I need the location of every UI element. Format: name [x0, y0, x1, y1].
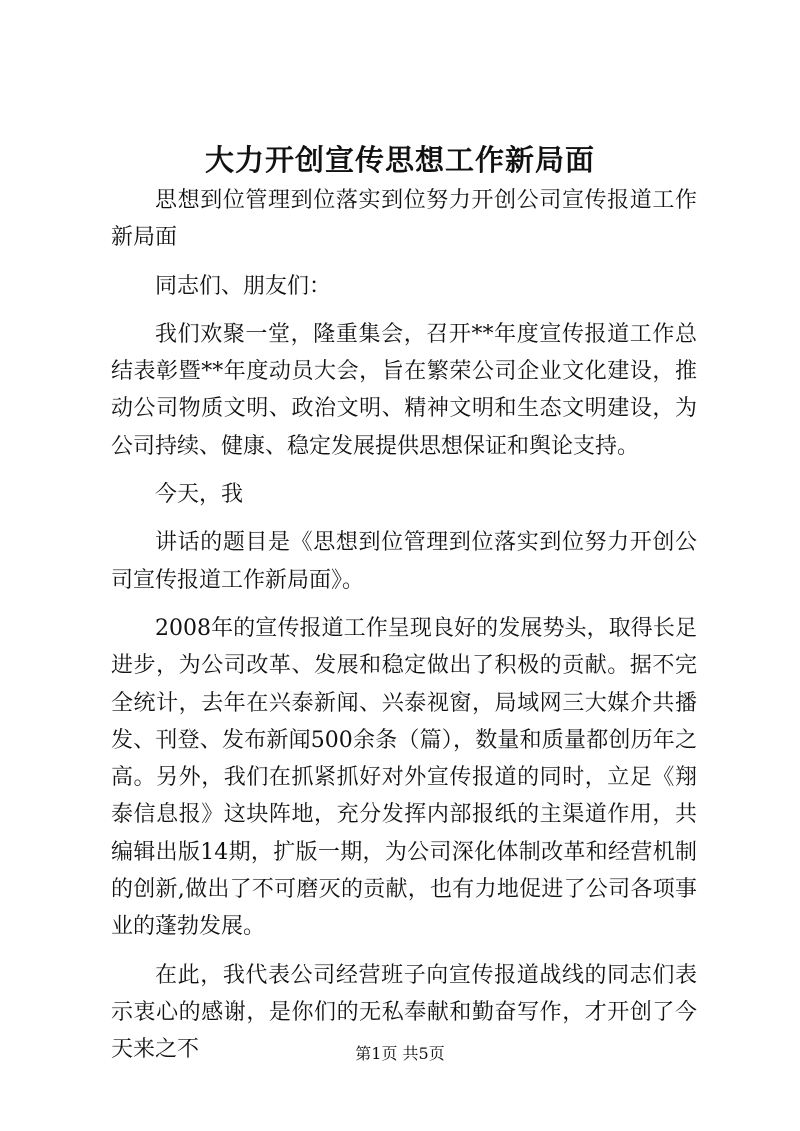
body-paragraph: 2008年的宣传报道工作呈现良好的发展势头，取得长足进步，为公司改革、发展和稳定做出了积极的贡献。据不完全统计，去年在兴泰新闻、兴泰视窗，局域网三大媒介共播发、刊登、发布新闻500余条（篇），数量和质量都创历年之高。另外，我们在抓紧抓好对外宣传报道的同时，立足《翔泰信息报》这块阵地，充分发挥内部报纸的主渠道作用，共编辑出版14期，扩版一期，为公司深化体制改革和经营机制的创新,做出了不可磨灭的贡献，也有力地促进了公司各项事业的蓬勃发展。	[111, 615, 697, 940]
body-paragraph: 在此，我代表公司经营班子向宣传报道战线的同志们表示衷心的感谢，是你们的无私奉献和勤奋写作，才开创了今天来之不	[111, 962, 697, 1063]
salutation-paragraph: 同志们、朋友们：	[155, 273, 332, 299]
body-paragraph: 讲话的题目是《思想到位管理到位落实到位努力开创公司宣传报道工作新局面》。	[111, 530, 697, 593]
page-number-footer: 第1页 共5页	[355, 1044, 445, 1063]
document-title: 大力开创宣传思想工作新局面	[204, 143, 595, 177]
document-body	[111, 182, 697, 1080]
body-paragraph: 今天，我	[155, 482, 244, 508]
subtitle-paragraph: 思想到位管理到位落实到位努力开创公司宣传报道工作新局面	[111, 188, 697, 251]
body-paragraph: 我们欢聚一堂，隆重集会，召开**年度宣传报道工作总结表彰暨**年度动员大会，旨在繁荣公司企业文化建设，推动公司物质文明、政治文明、精神文明和生态文明建设，为公司持续、健康、稳定发展提供思想保证和舆论支持。	[111, 321, 697, 459]
